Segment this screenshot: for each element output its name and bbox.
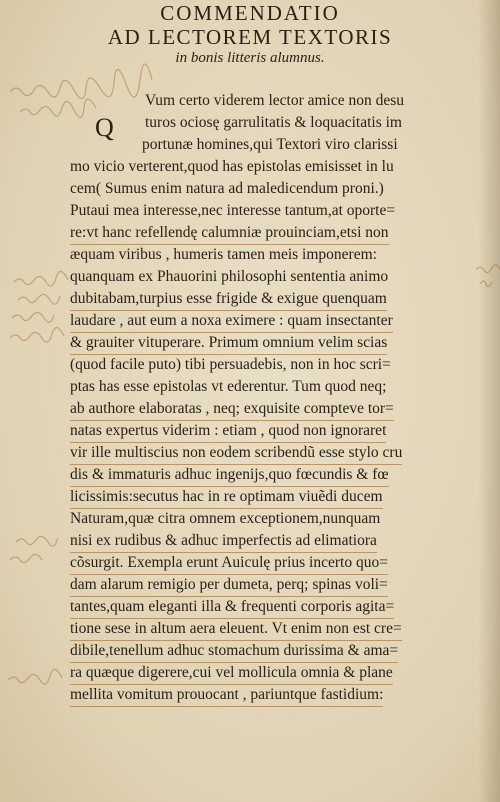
page-subheading: in bonis litteris alumnus. xyxy=(175,50,325,66)
text-line: ra quæque digerere,cui vel mollicula omnia & plane xyxy=(70,662,393,685)
page-title: COMMENDATIO xyxy=(160,1,340,25)
text-line: cem( Sumus enim natura ad maledicendum proni.) xyxy=(70,180,384,197)
text-line: ab authore elaboratas , neq; exquisite compteve tor= xyxy=(70,398,394,421)
text-line: re:vt hanc refellendę calumniæ prouinciam,etsi non xyxy=(70,222,389,245)
text-line: licissimis:secutus hac in re optimam viuẽdi ducem xyxy=(70,486,383,509)
text-line: dis & immaturis adhuc ingenijs,quo fœcundis & fœ xyxy=(70,464,389,487)
text-line: dam alarum remigio per dumeta, perq; spinas voli= xyxy=(70,574,388,597)
text-line: dubitabam,turpius esse frigide & exigue quenquam xyxy=(70,288,387,311)
text-line: mellita vomitum prouocant , pariuntque fastidium: xyxy=(70,684,383,707)
text-line: vir ille multiscius non eodem scribendũ esse stylo cru xyxy=(70,442,402,465)
text-line: laudare , aut eum a noxa eximere : quam insectanter xyxy=(70,310,393,333)
text-line: nisi ex rudibus & adhuc imperfectis ad elimatiora xyxy=(70,530,377,553)
text-line: tantes,quam eleganti illa & frequenti corporis agita= xyxy=(70,596,394,619)
text-line: portunæ homines,qui Textori viro clarissi xyxy=(142,136,398,153)
drop-cap: Q xyxy=(95,113,114,142)
text-line: cõsurgit. Exempla erunt Auiculę prius incerto quo= xyxy=(70,552,388,575)
page-subtitle: AD LECTOREM TEXTORIS xyxy=(107,25,393,49)
text-line: mo vicio verterent,quod has epistolas emisisset in lu xyxy=(70,158,394,175)
text-line: ptas has esse epistolas vt ederentur. Tum quod neq; xyxy=(70,378,387,395)
text-line: & grauiter vituperare. Primum omnium velim scias xyxy=(70,332,387,355)
text-line: Naturam,quæ citra omnem exceptionem,nunquam xyxy=(70,510,381,527)
text-line: Vum certo viderem lector amice non desu xyxy=(145,92,405,109)
gutter-shadow xyxy=(478,0,500,802)
text-line: natas expertus viderim : etiam , quod non ignoraret xyxy=(70,420,386,443)
text-line: (quod facile puto) tibi persuadebis, non in hoc scri= xyxy=(70,356,391,373)
text-line: æquam viribus , humeris tamen meis imponerem: xyxy=(70,246,377,263)
text-line: turos ociosę garrulitatis & loquacitatis im xyxy=(145,114,402,131)
text-line: tione sese in altum aera eleuent. Vt enim non est cre= xyxy=(70,618,402,641)
text-line: Putaui mea interesse,nec interesse tantum,at oporte= xyxy=(70,202,396,219)
text-line: dibile,tenellum adhuc stomachum durissima & ama= xyxy=(70,640,398,663)
text-line: quanquam ex Phauorini philosophi sententia animo xyxy=(70,268,389,285)
